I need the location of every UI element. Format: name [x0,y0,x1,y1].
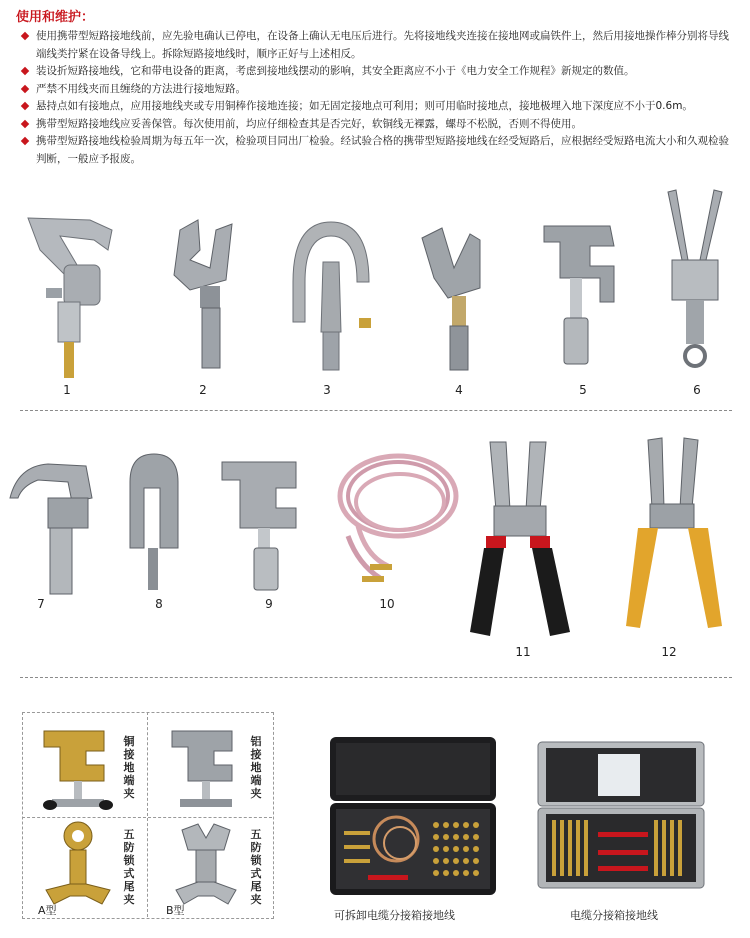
note-text: 装设折短路接地线，它和带电设备的距离，考虑到接地线摆动的影响，其安全距离应不小于《电力安全工作规程》新规定的数值。 [36,65,635,77]
copper-terminal-clamp-image [40,725,120,815]
five-lock-tail-clamp-a-image [40,820,120,910]
item-number-4: 4 [455,383,463,397]
cable-box-case-image [536,740,706,890]
clamp-3-image [283,222,383,372]
item-number-5: 5 [579,383,587,397]
item-number-10: 10 [379,597,395,611]
aluminum-terminal-label: 铝接地端夹 [250,735,262,800]
clamp-1-image [20,210,120,380]
note-item [16,116,732,134]
detachable-cable-box-case-image [328,735,498,897]
case1-caption: 可拆卸电缆分接箱接地线 [334,909,455,922]
item-number-3: 3 [323,383,331,397]
diamond-bullet-icon [21,32,29,40]
clamp-4-image [420,228,500,373]
diamond-bullet-icon [21,102,29,110]
diamond-bullet-icon [21,137,29,145]
diamond-bullet-icon [21,119,29,127]
item-number-7: 7 [37,597,45,611]
type-b-label: B型 [166,904,185,917]
aluminum-terminal-clamp-image [168,725,248,815]
five-lock-tail-label-b: 五防锁式尾夹 [250,828,262,906]
clamp-7-image [8,458,103,598]
diamond-bullet-icon [21,67,29,75]
five-lock-tail-clamp-b-image [168,820,248,910]
clamp-9-image [218,458,303,593]
dashed-divider [20,677,732,678]
clamp-5-image [540,222,620,367]
grid-horizontal-divider [22,817,272,818]
note-text: 严禁不用线夹而且缠绕的方法进行接地短路。 [36,82,246,95]
grid-vertical-divider [147,712,148,917]
note-item [16,81,732,99]
maintenance-notes [16,28,732,168]
item-number-2: 2 [199,383,207,397]
item-number-6: 6 [693,383,701,397]
clamp-8-image [120,452,190,592]
note-text: 携带型短路接地线检验周期为每五年一次，检验项目同出厂检验。经试验合格的携带型短路接地线在经受短路后，应根据经受短路电流大小和久观检验判断，一般应予报废。 [36,135,729,165]
copper-terminal-label: 铜接地端夹 [123,735,135,800]
cable-10-image [318,446,458,586]
note-item [16,133,732,168]
pliers-11-image [460,440,580,640]
clamp-2-image [160,220,250,370]
case2-caption: 电缆分接箱接地线 [570,909,658,922]
note-text: 携带型短路接地线应妥善保管。每次使用前，均应仔细检查其是否完好，软铜线无裸露，螺母不松脱，否则不得使用。 [36,117,582,130]
note-text: 使用携带型短路接地线前，应先验电确认已停电，在设备上确认无电压后进行。先将接地线夹连接在接地网或扁铁件上，然后用接地操作棒分别将导线端线类拧紧在设备导线上。拆除短路接地线时，顺序正好与上述相反。 [36,30,729,60]
item-number-9: 9 [265,597,273,611]
item-number-12: 12 [661,645,677,659]
note-item [16,98,732,116]
dashed-divider [20,410,732,411]
item-number-11: 11 [515,645,531,659]
item-number-1: 1 [63,383,71,397]
clamp-6-image [660,190,730,370]
note-item [16,28,732,63]
diamond-bullet-icon [21,84,29,92]
five-lock-tail-label-a: 五防锁式尾夹 [123,828,135,906]
pliers-12-image [618,438,728,633]
section-title: 使用和维护： [16,10,95,25]
item-number-8: 8 [155,597,163,611]
note-item [16,63,732,81]
note-text: 悬持点如有接地点，应用接地线夹或专用铜棒作接地连接；如无固定接地点可利用；则可用临时接地点，接地极埋入地下深度应不小于0.6m。 [36,100,693,112]
type-a-label: A型 [38,904,57,917]
